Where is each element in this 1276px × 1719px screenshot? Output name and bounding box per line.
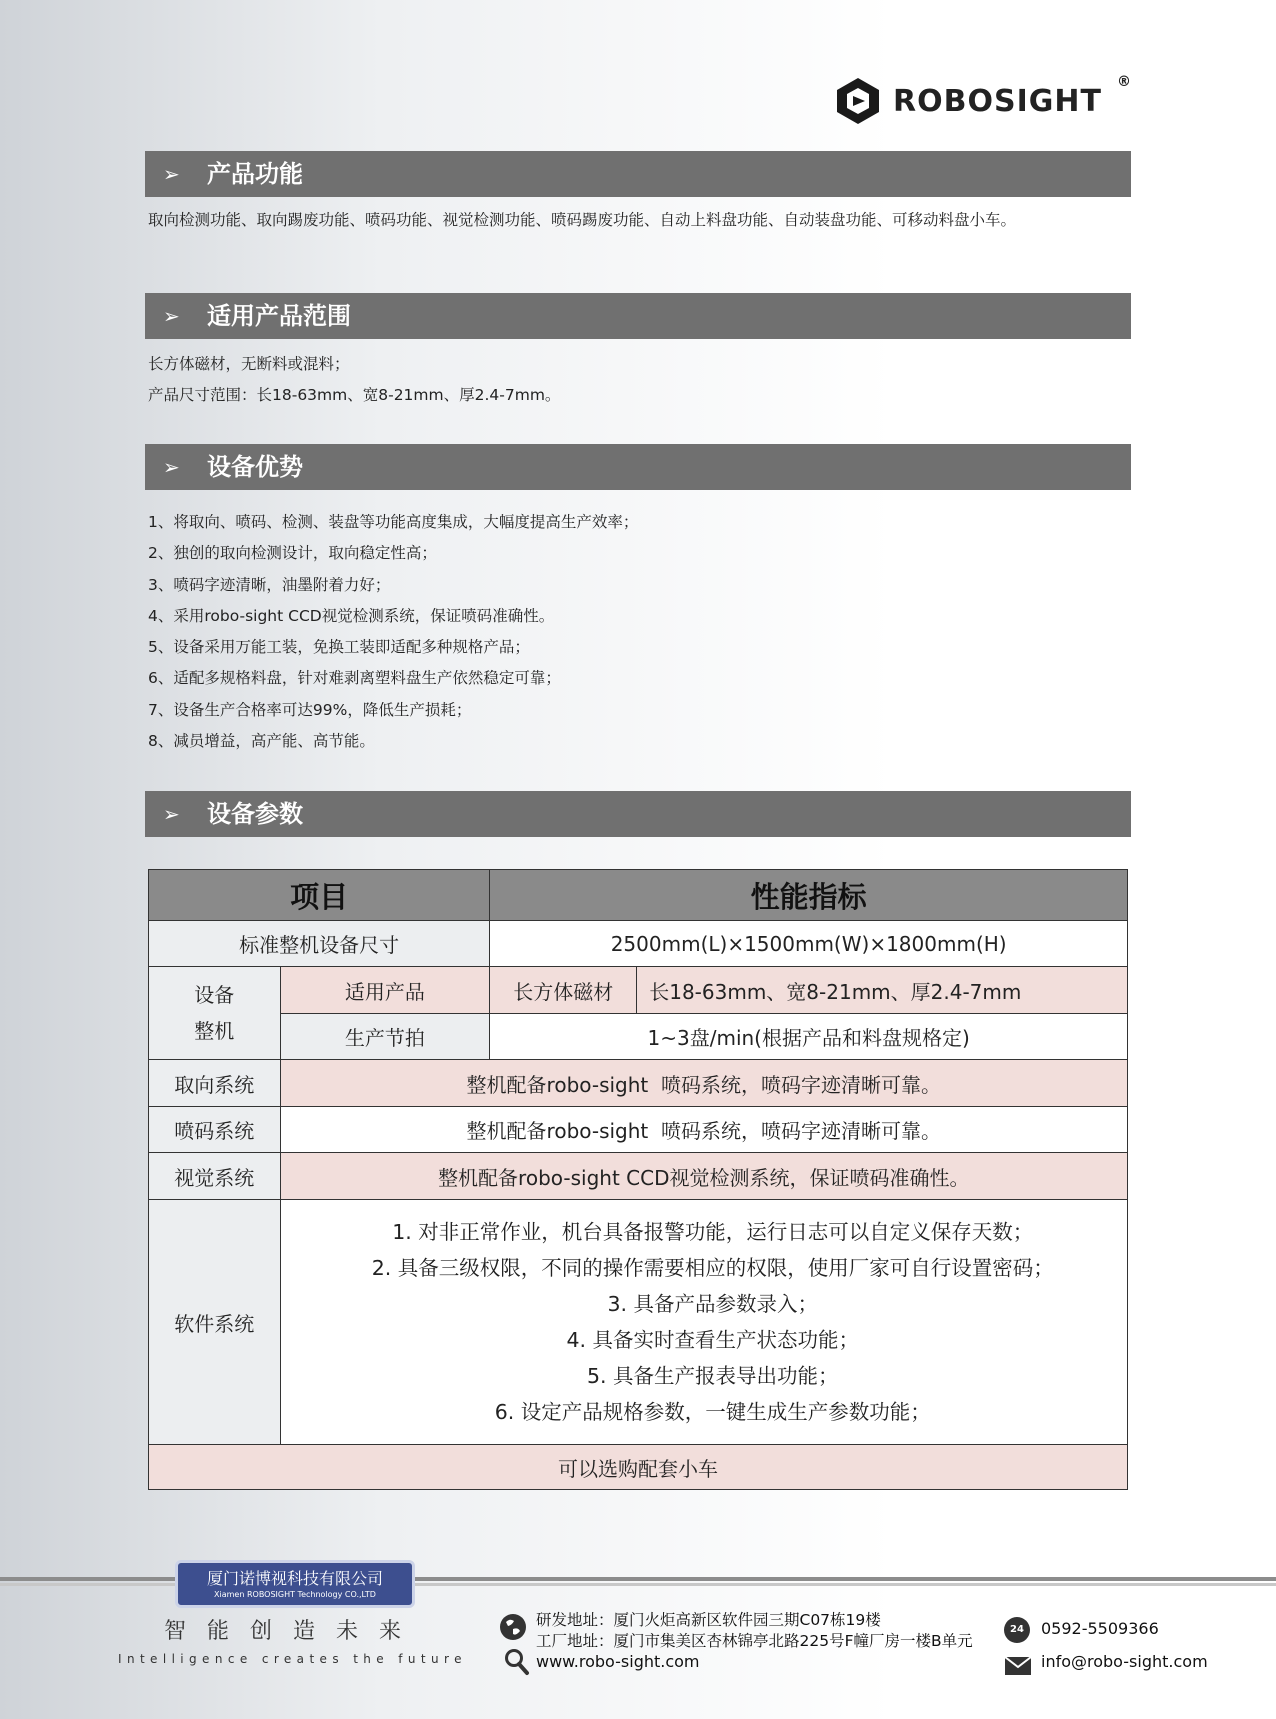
section-title: 设备优势 (207, 453, 303, 481)
functions-text: 取向检测功能、取向踢废功能、喷码功能、视觉检测功能、喷码踢废功能、自动上料盘功能、自动装盘功能、可移动料盘小车。 (148, 211, 1017, 229)
product-type: 长方体磁材 (490, 967, 637, 1014)
list-item: 5、设备采用万能工装，免换工装即适配多种规格产品； (148, 638, 530, 657)
table-footer: 可以选购配套小车 (149, 1445, 1128, 1490)
search-icon (504, 1648, 530, 1676)
scope-line: 长方体磁材，无断料或混料； (148, 355, 350, 373)
advantages-list (148, 507, 638, 757)
software-item: 4. 具备实时查看生产状态功能； (566, 1328, 860, 1352)
inkjet-label: 喷码系统 (149, 1107, 281, 1153)
machine-label (149, 967, 281, 1060)
slogan-cn: 智能创造未来 (164, 1619, 423, 1644)
section-header-advantages (145, 444, 1131, 490)
mail-icon (1004, 1656, 1032, 1676)
software-item: 5. 具备生产报表导出功能； (586, 1364, 839, 1388)
phone-24h-icon: 24 (1004, 1617, 1030, 1643)
list-item: 1、将取向、喷码、检测、装盘等功能高度集成，大幅度提高生产效率； (148, 513, 639, 531)
software-item: 2. 具备三级权限，不同的操作需要相应的权限，使用厂家可自行设置密码； (371, 1256, 1054, 1280)
email-link[interactable]: info@robo-sight.com (1041, 1652, 1208, 1671)
section-title: 适用产品范围 (207, 302, 351, 330)
arrow-icon: ➢ (163, 304, 180, 328)
arrow-icon: ➢ (163, 802, 180, 826)
scope-text (148, 349, 560, 411)
robosight-logo-icon (835, 76, 881, 126)
product-label: 适用产品 (280, 967, 490, 1014)
vision-value: 整机配备robo-sight CCD视觉检测系统，保证喷码准确性。 (280, 1153, 1127, 1200)
cycle-label: 生产节拍 (280, 1014, 490, 1060)
brand-name: ROBOSIGHT (893, 84, 1102, 119)
machine-label-line: 整机 (194, 1019, 235, 1043)
arrow-icon: ➢ (163, 455, 180, 479)
table-row (149, 1445, 1128, 1490)
scope-line: 产品尺寸范围：长18-63mm、宽8-21mm、厚2.4-7mm。 (148, 386, 561, 404)
table-row (149, 1200, 1128, 1445)
company-name-en: Xiamen ROBOSIGHT Technology CO.,LTD (214, 1590, 376, 1599)
list-item: 4、采用robo-sight CCD视觉检测系统，保证喷码准确性。 (148, 606, 555, 625)
orient-value: 整机配备robo-sight 喷码系统，喷码字迹清晰可靠。 (280, 1060, 1127, 1107)
header-item: 项目 (149, 870, 490, 921)
table-header-row (149, 870, 1128, 921)
website-link[interactable]: www.robo-sight.com (536, 1652, 700, 1671)
list-item: 6、适配多规格料盘，针对难剥离塑料盘生产依然稳定可靠； (148, 669, 561, 688)
params-table (148, 869, 1128, 1490)
section-header-functions (145, 151, 1131, 197)
slogan-en: Intelligence creates the future (118, 1652, 467, 1666)
registered-mark: ® (1117, 74, 1131, 90)
list-item: 7、设备生产合格率可达99%，降低生产损耗； (148, 700, 472, 719)
section-title: 产品功能 (207, 160, 303, 188)
phone-number: 0592-5509366 (1041, 1619, 1159, 1638)
table-row (149, 1107, 1128, 1153)
orient-label: 取向系统 (149, 1060, 281, 1107)
section-header-params (145, 791, 1131, 837)
size-label: 标准整机设备尺寸 (149, 921, 490, 967)
list-item: 3、喷码字迹清晰，油墨附着力好； (148, 575, 391, 594)
cycle-value: 1~3盘/min(根据产品和料盘规格定) (490, 1014, 1128, 1060)
size-value: 2500mm(L)×1500mm(W)×1800mm(H) (490, 921, 1128, 967)
globe-icon (498, 1612, 528, 1642)
machine-label-line: 设备 (194, 983, 235, 1007)
table-row (149, 967, 1128, 1014)
vision-label: 视觉系统 (149, 1153, 281, 1200)
software-item: 3. 具备产品参数录入； (607, 1292, 819, 1316)
product-dims: 长18-63mm、宽8-21mm、厚2.4-7mm (637, 967, 1128, 1014)
section-header-scope (145, 293, 1131, 339)
table-row (149, 1153, 1128, 1200)
rd-address: 研发地址：厦门火炬高新区软件园三期C07栋19楼 (536, 1611, 881, 1629)
brand-logo (835, 70, 1135, 130)
inkjet-value: 整机配备robo-sight 喷码系统，喷码字迹清晰可靠。 (280, 1107, 1127, 1153)
software-list (280, 1200, 1127, 1445)
table-row (149, 921, 1128, 967)
list-item: 8、减员增益，高产能、高节能。 (148, 732, 375, 751)
table-row (149, 1014, 1128, 1060)
software-item: 1. 对非正常作业，机台具备报警功能，运行日志可以自定义保存天数； (392, 1220, 1034, 1244)
arrow-icon: ➢ (163, 162, 180, 186)
software-label: 软件系统 (149, 1200, 281, 1445)
list-item: 2、独创的取向检测设计，取向稳定性高； (148, 544, 437, 563)
table-row (149, 1060, 1128, 1107)
factory-address: 工厂地址：厦门市集美区杏林锦亭北路225号F幢厂房一楼B单元 (536, 1632, 973, 1650)
section-title: 设备参数 (207, 800, 303, 828)
company-name-cn: 厦门诺博视科技有限公司 (206, 1569, 383, 1588)
header-spec: 性能指标 (490, 870, 1128, 921)
software-item: 6. 设定产品规格参数，一键生成生产参数功能； (494, 1400, 931, 1424)
company-badge (175, 1560, 415, 1608)
